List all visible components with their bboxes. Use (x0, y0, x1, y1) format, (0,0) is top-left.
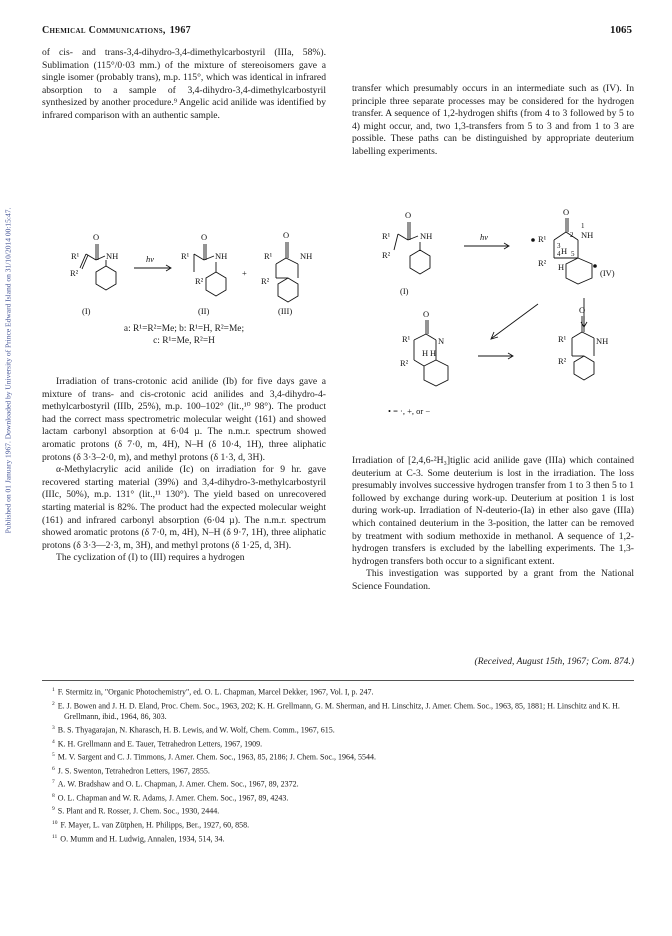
reference-text: B. S. Thyagarajan, N. Kharasch, H. B. Lewis, and W. Wolf, Chem. Comm., 1967, 615. (57, 725, 335, 735)
reference-text: F. Mayer, L. van Zütphen, H. Philipps, Ber., 1927, 60, 858. (60, 820, 250, 830)
footnote-rule (42, 680, 634, 681)
atom-label: NH (581, 230, 594, 240)
reference-text: O. Mumm and H. Ludwig, Annalen, 1934, 514, 34. (60, 834, 225, 844)
reference-number: 3 (52, 725, 55, 732)
reference-item (42, 685, 634, 699)
atom-label: R¹ (181, 251, 190, 261)
position-number: 5 (571, 250, 575, 258)
right-col-para-1 (352, 83, 634, 159)
reference-item (42, 777, 634, 791)
scheme-2-structures (352, 206, 634, 431)
plus-sign: + (242, 268, 247, 278)
paragraph: α-Methylacrylic acid anilide (Ic) on irradiation for 9 hr. gave recovered starting material (39%) and 3,4-dihydro-3-methylcarbostyril (IIIc, 50%), m.p. 131° (lit.,¹¹ 130°). The yield based on unrecovered starting material is 82%. The product had the expected molecular weight (161) and infrared carbonyl absorption (6·04 µ). The n.m.r. spectrum showed aromatic protons (δ 7·0, m, 4H), N–H (δ 9·7, 1H), three aliphatic protons (δ 3·3—2·3, m, 3H), and methyl protons (δ 1·25, d, 3H). (42, 464, 326, 551)
left-col-para-1 (42, 47, 326, 123)
reaction-scheme-2 (352, 206, 634, 446)
atom-label: O (93, 232, 100, 242)
atom-label: R¹ (538, 234, 547, 244)
atom-label: N (438, 336, 445, 346)
reference-item (42, 832, 634, 846)
reference-number: 10 (52, 819, 58, 826)
position-number: 4 (557, 250, 561, 258)
paragraph: The cyclization of (I) to (III) requires a hydrogen (56, 552, 245, 564)
position-number: 3 (557, 242, 561, 250)
atom-label: R¹ (264, 251, 273, 261)
scheme-1-structures (42, 226, 326, 324)
download-notice (2, 120, 14, 620)
reference-number: 2 (52, 700, 55, 707)
reference-item (42, 699, 634, 723)
atom-label: O (201, 232, 208, 242)
reference-text: S. Plant and R. Rosser, J. Chem. Soc., 1930, 2444. (57, 807, 220, 817)
reference-item (42, 723, 634, 737)
radical-key: • = ·, +, or − (388, 406, 431, 416)
atom-label: H (558, 262, 565, 272)
reference-number: 5 (52, 752, 55, 759)
arrow-label: hν (146, 254, 155, 264)
atom-label: O (579, 305, 586, 315)
atom-label: H (422, 348, 429, 358)
atom-label: R² (538, 258, 547, 268)
reference-text: F. Stermitz in, "Organic Photochemistry", ed. O. L. Chapman, Marcel Dekker, 1967, Vol. I, p. 247. (57, 687, 374, 697)
reference-number: 7 (52, 779, 55, 786)
paragraph: of cis- and trans-3,4-dihydro-3,4-dimethylcarbostyril (IIIa, 58%). Sublimation (115°/0·03 mm.) of the mixture of stereoisomers gave a single isomer (probably trans), m.p. 115°, which was identical in infrared absorption to a sample of 3,4-dihydro-3,4-dimethylcarbostyril synthesized by another procedure.⁹ Angelic acid anilide was identified by infrared comparison with an authentic sample. (42, 47, 326, 121)
position-number: 1 (581, 222, 585, 230)
reference-number: 8 (52, 792, 55, 799)
compound-label: (IV) (600, 268, 615, 278)
position-number: 2 (570, 231, 574, 239)
compound-label: (I) (82, 306, 91, 316)
download-notice-text: Published on 01 January 1967. Downloaded by University of Prince Edward Island on 31/10/2014 00:15:47. (3, 207, 13, 533)
arrow-label: hν (480, 232, 489, 242)
paragraph: This investigation was supported by a grant from the National Science Foundation. (352, 568, 634, 592)
atom-label: R² (195, 276, 204, 286)
reference-text: K. H. Grellmann and E. Tauer, Tetrahedron Letters, 1967, 1909. (57, 739, 263, 749)
atom-label: R² (261, 276, 270, 286)
reference-item (42, 764, 634, 778)
atom-label: R² (382, 250, 391, 260)
paragraph: Irradiation of [2,4,6-²H₃]tiglic acid anilide gave (IIIa) which contained deuterium at C-3. Some deuterium is lost in the irradiation. The loss presumably involves successive hydrogen transfer from 1 to 3 then 5 to 1 followed by exchange during work-up. Deuterium at position 1 is lost during work-up. Irradiation of N-deuterio-(Ia) in ether also gave (IIIa) which contained deuterium in the 3-position, the latter can be removed by treatment with sodium methoxide in methanol. A sequence of 1,2-hydrogen transfers is excluded by the labelling experiments. The 1,3-hydrogen transfers both occur to a significant extent. (352, 455, 634, 567)
atom-label: O (563, 207, 570, 217)
received-date: (Received, August 15th, 1967; Com. 874.) (474, 657, 634, 667)
reference-item (42, 818, 634, 832)
atom-label: H (430, 348, 437, 358)
reference-item (42, 791, 634, 805)
atom-label: NH (420, 231, 433, 241)
atom-label: R¹ (558, 334, 567, 344)
journal-year: 1967 (169, 25, 191, 36)
reference-list (42, 685, 634, 845)
compound-label: (II) (198, 306, 210, 316)
paragraph: transfer which presumably occurs in an intermediate such as (IV). In principle three separate processes may be considered for the hydrogen transfer. A sequence of 1,2-hydrogen shifts (from 4 to 3 followed by 5 to 4) might occur, and, two 1,3-transfers from 5 to 3 and from 1 to 3 are possible. These paths can be distinguished by appropriate deuterium labelling experiments. (352, 83, 634, 157)
substituent-legend-1: a: R¹=R²=Me; b: R¹=H, R²=Me; (123, 324, 245, 334)
reaction-scheme-1 (42, 226, 326, 346)
journal-title (42, 25, 191, 36)
reference-item (42, 804, 634, 818)
reference-item (42, 737, 634, 751)
atom-label: NH (300, 251, 313, 261)
reference-text: M. V. Sargent and C. J. Timmons, J. Amer. Chem. Soc., 1963, 85, 2186; J. Chem. Soc., 1964, 5544. (57, 752, 376, 762)
reference-item (42, 750, 634, 764)
atom-label: R² (70, 268, 79, 278)
reference-number: 6 (52, 765, 55, 772)
atom-label: O (423, 309, 430, 319)
radical-dot (593, 264, 597, 268)
reference-text: E. J. Bowen and J. H. D. Eland, Proc. Chem. Soc., 1963, 202; K. H. Grellmann, G. M. Sherman, and H. Linschitz, J. Amer. Chem. Soc., 1963, 85, 1881; H. Linschitz and K. H. Grellmann, ibid., 1964, 86, 303. (57, 701, 620, 722)
atom-label: R¹ (382, 231, 391, 241)
running-head (42, 24, 632, 36)
substituent-legend-2: c: R¹=Me, R²=H (153, 336, 215, 346)
journal-name: Chemical Communications, (42, 25, 166, 36)
reference-text: J. S. Swenton, Tetrahedron Letters, 1967, 2855. (57, 766, 210, 776)
radical-dot (531, 238, 535, 242)
atom-label: R¹ (402, 334, 411, 344)
reference-text: O. L. Chapman and W. R. Adams, J. Amer. Chem. Soc., 1967, 89, 4243. (57, 793, 289, 803)
atom-label: O (283, 230, 290, 240)
atom-label: R¹ (71, 251, 80, 261)
compound-label: (III) (278, 306, 293, 316)
compound-label: (I) (400, 286, 409, 296)
reference-number: 4 (52, 738, 55, 745)
reference-number: 9 (52, 806, 55, 813)
atom-label: R² (558, 356, 567, 366)
paragraph: Irradiation of trans-crotonic acid anilide (Ib) for five days gave a mixture of trans- and cis-crotonic acid anilides and 3,4-dihydro-4-methylcarbostyril (IIIb, 25%), m.p. 100–102° (lit.,¹⁰ 98°). The product had the correct mass spectrometric molecular weight (161) and showed lactam carbonyl absorption at 6·04 µ. The n.m.r. spectrum showed aromatic protons (δ 7·0, m, 4H), N–H (δ 10·4, 1H), three aliphatic protons (δ 3·3–2·0, m), and methyl protons (δ 1·3, d, 3H). (42, 376, 326, 463)
page-number: 1065 (610, 24, 632, 36)
reference-number: 11 (52, 833, 58, 840)
reference-number: 1 (52, 687, 55, 693)
reference-text: A. W. Bradshaw and O. L. Chapman, J. Amer. Chem. Soc., 1967, 89, 2372. (57, 779, 299, 789)
atom-label: NH (215, 251, 228, 261)
left-col-body (42, 376, 326, 565)
atom-label: NH (106, 251, 119, 261)
atom-label: O (405, 210, 412, 220)
atom-label: H (561, 246, 568, 256)
atom-label: R² (400, 358, 409, 368)
right-col-body (352, 455, 634, 594)
atom-label: NH (596, 336, 609, 346)
